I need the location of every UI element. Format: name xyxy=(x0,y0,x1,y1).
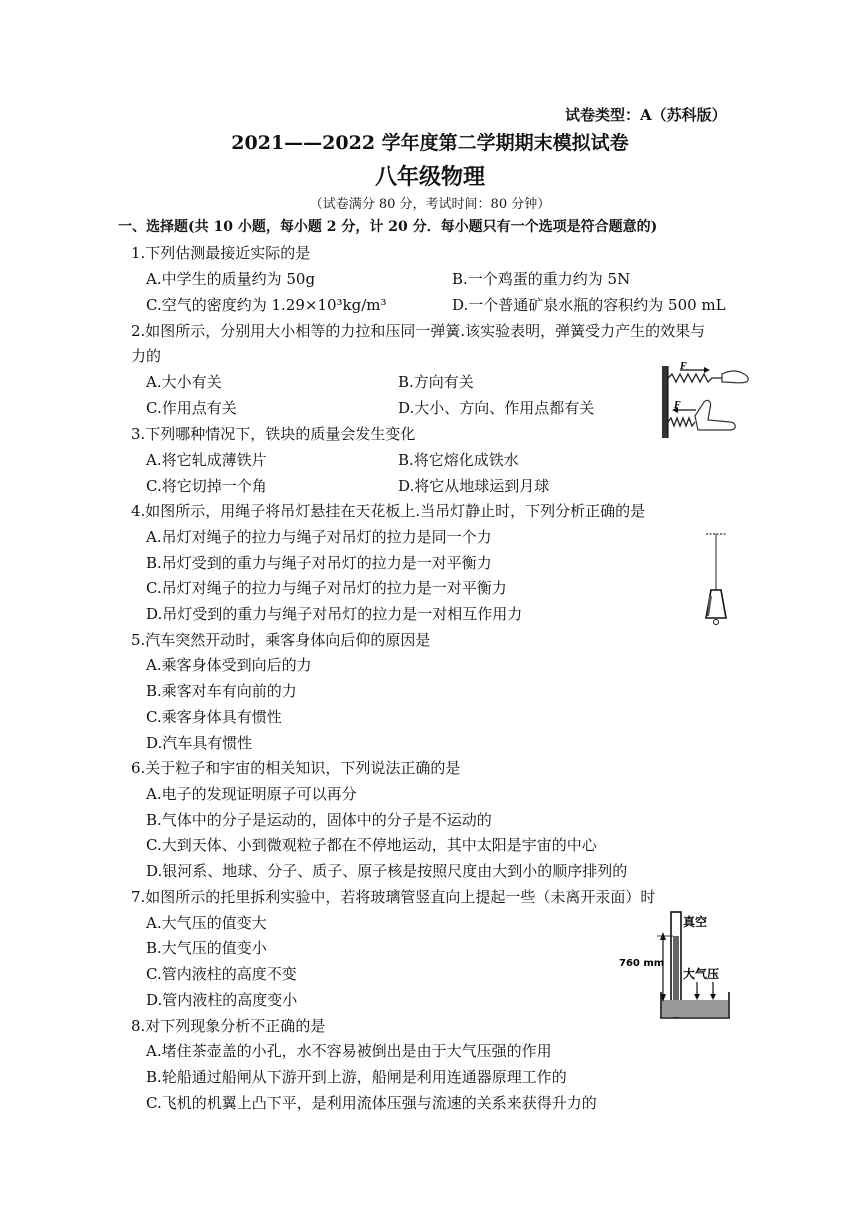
question-8-option-c: C.飞机的机翼上凸下平，是利用流体压强与流速的关系来获得升力的 xyxy=(146,1094,597,1112)
question-7-option-b: B.大气压的值变小 xyxy=(146,939,267,957)
exam-note: （试卷满分 80 分，考试时间：80 分钟） xyxy=(309,197,551,212)
hand-bottom xyxy=(695,400,735,430)
question-8-option-a: A.堵住茶壶盖的小孔，水不容易被倒出是由于大气压强的作用 xyxy=(146,1042,552,1060)
question-2-option-a: A.大小有关 xyxy=(146,373,222,391)
question-1-option-c: C.空气的密度约为 1.29×10³kg/m³ xyxy=(146,296,387,314)
question-2-stem: 2.如图所示，分别用大小相等的力拉和压同一弹簧.该实验表明，弹簧受力产生的效果与 xyxy=(131,322,706,340)
question-7-option-c: C.管内液柱的高度不变 xyxy=(146,965,297,983)
question-1-option-b: B.一个鸡蛋的重力约为 5N xyxy=(452,270,631,288)
spring-top xyxy=(668,374,722,382)
question-4-option-d: D.吊灯受到的重力与绳子对吊灯的拉力是一对相互作用力 xyxy=(146,605,523,623)
question-7-option-a: A.大气压的值变大 xyxy=(146,914,267,932)
torricelli-figure xyxy=(617,908,741,1022)
force-label-bottom: F xyxy=(674,400,681,411)
question-7-stem: 7.如图所示的托里拆利实验中，若将玻璃管竖直向上提起一些（未离开汞面）时 xyxy=(131,888,656,906)
spring-bottom xyxy=(668,418,695,426)
question-8-stem: 8.对下列现象分析不正确的是 xyxy=(131,1017,326,1035)
vacuum-label: 真空 xyxy=(683,915,708,929)
spring-force-figure xyxy=(660,360,756,442)
question-5-option-b: B.乘客对车有向前的力 xyxy=(146,682,297,700)
question-2-option-c: C.作用点有关 xyxy=(146,399,237,417)
question-6-option-a: A.电子的发现证明原子可以再分 xyxy=(146,785,357,803)
question-5-option-c: C.乘客身体具有惯性 xyxy=(146,708,282,726)
question-1-option-a: A.中学生的质量约为 50g xyxy=(146,270,316,288)
height-label: 760 mm xyxy=(619,958,665,969)
question-7-option-d: D.管内液柱的高度变小 xyxy=(146,991,298,1009)
question-6-stem: 6.关于粒子和宇宙的相关知识，下列说法正确的是 xyxy=(131,759,461,777)
question-3-option-b: B.将它熔化成铁水 xyxy=(398,451,519,469)
question-1-option-d: D.一个普通矿泉水瓶的容积约为 500 mL xyxy=(452,296,726,314)
question-3-option-c: C.将它切掉一个角 xyxy=(146,477,267,495)
question-4-option-a: A.吊灯对绳子的拉力与绳子对吊灯的拉力是同一个力 xyxy=(146,528,492,546)
question-1-stem: 1.下列估测最接近实际的是 xyxy=(131,244,311,262)
question-6-option-d: D.银河系、地球、分子、质子、原子核是按照尺度由大到小的顺序排列的 xyxy=(146,862,628,880)
exam-title: 2021——2022 学年度第二学期期末模拟试卷 xyxy=(231,132,629,154)
question-6-option-c: C.大到天体、小到微观粒子都在不停地运动，其中太阳是宇宙的中心 xyxy=(146,836,597,854)
question-4-option-c: C.吊灯对绳子的拉力与绳子对吊灯的拉力是一对平衡力 xyxy=(146,579,507,597)
atmospheric-pressure-label: 大气压 xyxy=(683,967,720,981)
question-8-option-b: B.轮船通过船闸从下游开到上游，船闸是利用连通器原理工作的 xyxy=(146,1068,567,1086)
question-3-stem: 3.下列哪种情况下，铁块的质量会发生变化 xyxy=(131,425,416,443)
hanging-lamp-figure xyxy=(696,530,736,630)
question-4-option-b: B.吊灯受到的重力与绳子对吊灯的拉力是一对平衡力 xyxy=(146,554,492,572)
force-label-top: F xyxy=(680,361,687,372)
lamp-bulb xyxy=(714,620,719,625)
question-5-option-d: D.汽车具有惯性 xyxy=(146,734,253,752)
question-4-stem: 4.如图所示，用绳子将吊灯悬挂在天花板上.当吊灯静止时，下列分析正确的是 xyxy=(131,502,646,520)
question-6-option-b: B.气体中的分子是运动的，固体中的分子是不运动的 xyxy=(146,811,492,829)
paper-type-label: 试卷类型：A（苏科版） xyxy=(565,106,727,124)
hand-top xyxy=(722,371,748,383)
section-heading: 一、选择题(共 10 小题，每小题 2 分，计 20 分．每小题只有一个选项是符合题意的) xyxy=(118,219,658,235)
wall xyxy=(662,366,668,438)
question-3-option-a: A.将它轧成薄铁片 xyxy=(146,451,267,469)
question-2-stem-continued: 力的 xyxy=(131,347,162,365)
question-5-stem: 5.汽车突然开动时，乘客身体向后仰的原因是 xyxy=(131,631,431,649)
question-2-option-d: D.大小、方向、作用点都有关 xyxy=(398,399,595,417)
question-3-option-d: D.将它从地球运到月球 xyxy=(398,477,550,495)
exam-subject: 八年级物理 xyxy=(374,164,485,190)
question-5-option-a: A.乘客身体受到向后的力 xyxy=(146,656,312,674)
mercury-pool xyxy=(662,1000,728,1017)
question-2-option-b: B.方向有关 xyxy=(398,373,474,391)
